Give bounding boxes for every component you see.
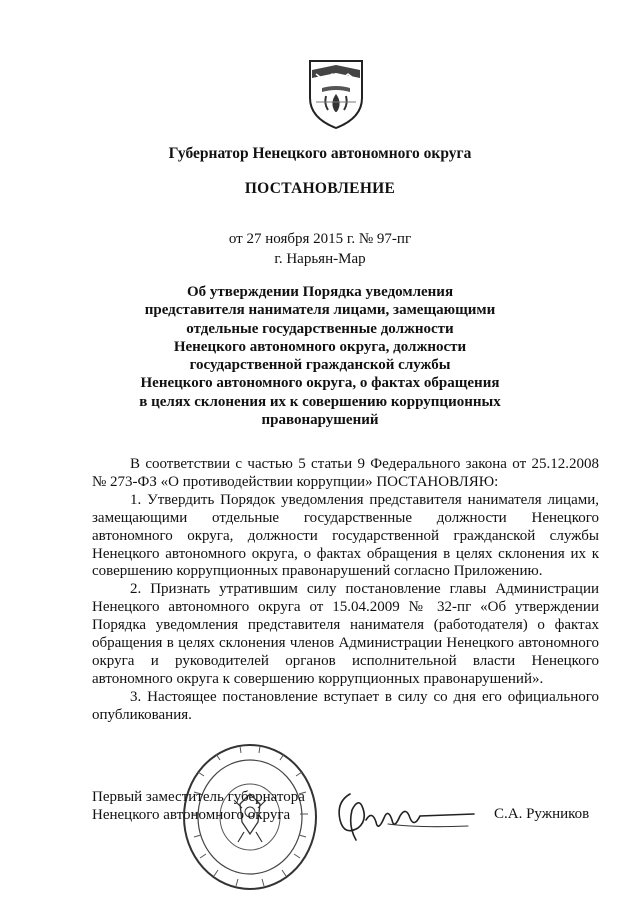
- preamble-paragraph: В соответствии с частью 5 статьи 9 Федерального закона от 25.12.2008 № 273-ФЗ «О противодействии коррупции» ПОСТАНОВЛЯЮ:: [92, 456, 599, 490]
- document-subject: [0, 283, 640, 429]
- document-city: г. Нарьян-Мар: [274, 251, 366, 267]
- subject-line: Ненецкого автономного округа, должности: [173, 338, 467, 355]
- clause-1-paragraph: 1. Утвердить Порядок уведомления представителя нанимателя лицами, замещающими отдельные государственные должности Ненецкого автономного округа, должности государственной гражданской службы Ненецкого автономного округа, о фактах обращения в целях склонения их к совершению коррупционных правонарушений согласно Приложению.: [92, 491, 599, 580]
- handwritten-signature-icon: [328, 780, 478, 852]
- document-date-number: от 27 ноября 2015 г. № 97-пг: [228, 231, 412, 247]
- signatory-position-line: Первый заместитель губернатора: [92, 789, 305, 805]
- document-body: [92, 456, 599, 725]
- subject-line: представителя нанимателя лицами, замещающими: [144, 302, 496, 319]
- organization-title: Губернатор Ненецкого автономного округа: [168, 145, 472, 162]
- clause-2-paragraph: 2. Признать утратившим силу постановление главы Администрации Ненецкого автономного округа от 15.04.2009 № 32-пг «Об утверждении Порядка уведомления представителя нанимателя (работодателя) о фактах обращения в целях склонения членов Администрации Ненецкого автономного округа и руководителей органов исполнительной власти Ненецкого автономного округа к совершению коррупционных правонарушений».: [92, 581, 599, 687]
- subject-line: Об утверждении Порядка уведомления: [186, 284, 454, 300]
- signatory-position-line: Ненецкого автономного округа: [92, 806, 291, 823]
- signatory-position: [92, 789, 305, 825]
- subject-line: в целях склонения их к совершению коррупционных: [139, 393, 501, 410]
- subject-line: отдельные государственные должности: [186, 320, 454, 337]
- signatory-name: С.А. Ружников: [494, 806, 590, 822]
- subject-line: Ненецкого автономного округа, о фактах обращения: [140, 375, 500, 392]
- subject-line: правонарушений: [261, 412, 379, 429]
- subject-line: государственной гражданской службы: [189, 357, 451, 374]
- document-type: ПОСТАНОВЛЕНИЕ: [244, 180, 396, 197]
- clause-3-paragraph: 3. Настоящее постановление вступает в силу со дня его официального опубликования.: [92, 688, 599, 723]
- coat-of-arms-icon: [306, 58, 366, 130]
